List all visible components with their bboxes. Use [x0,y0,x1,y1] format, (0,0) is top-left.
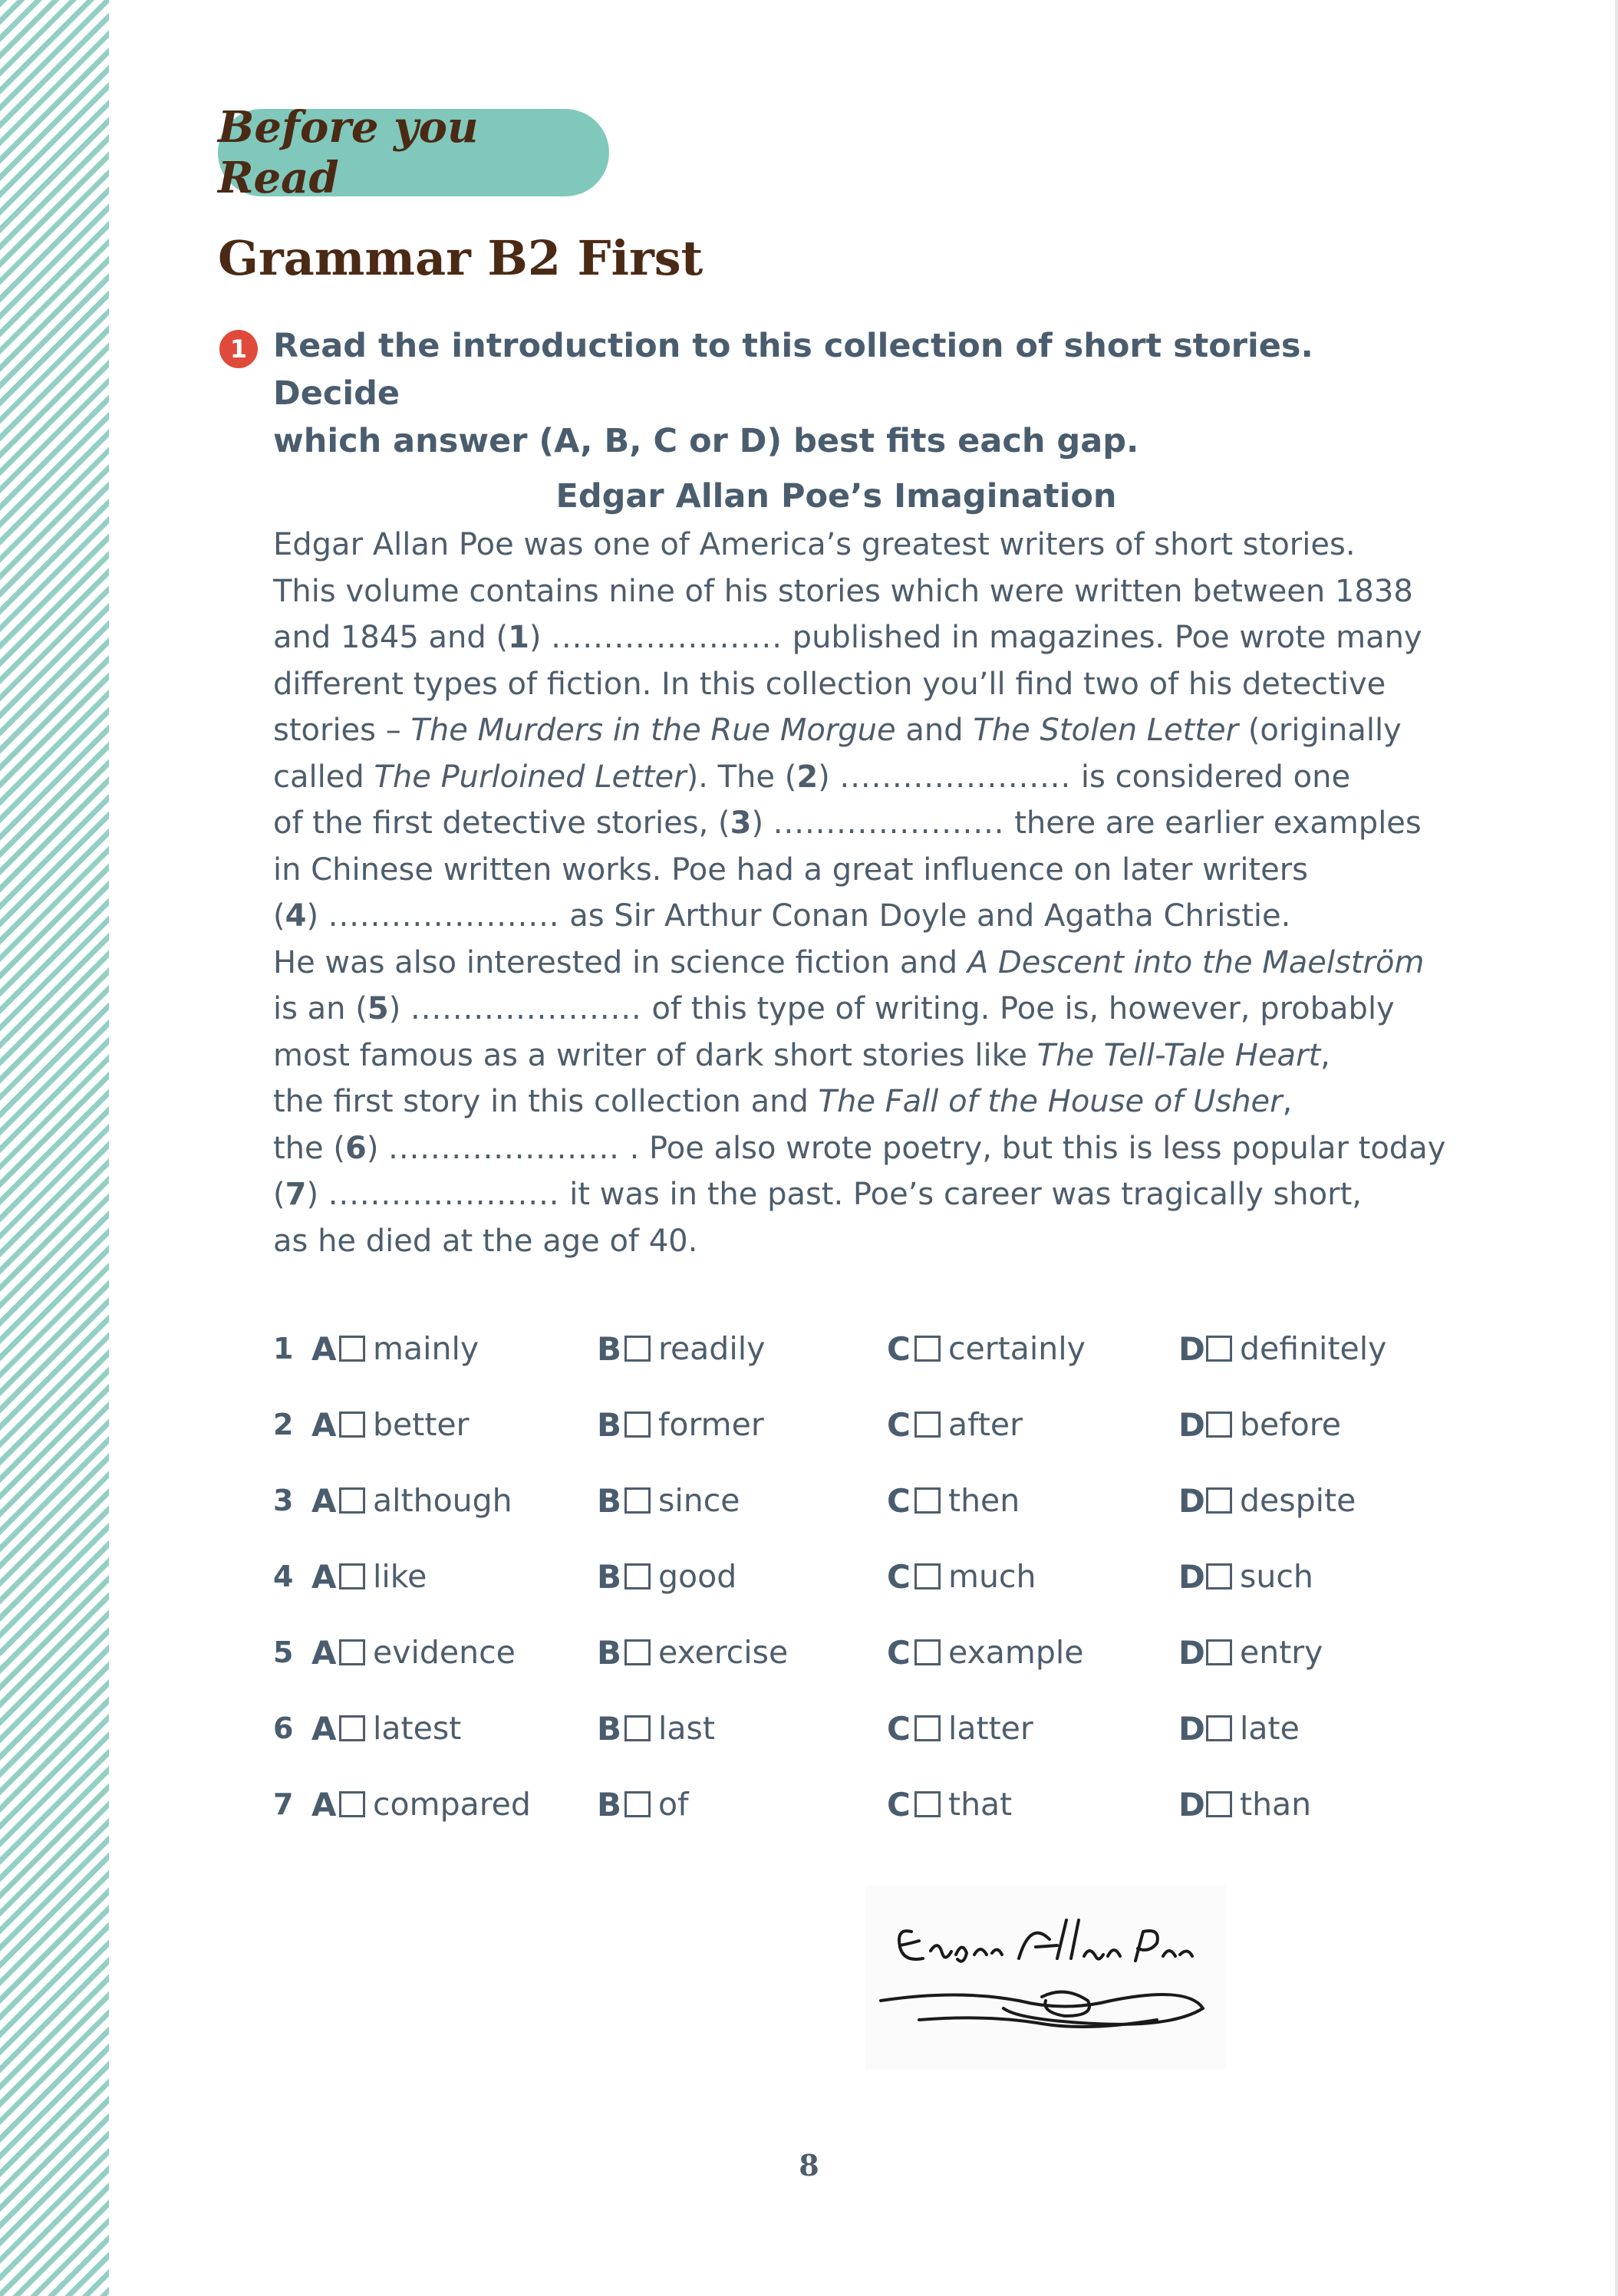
question-number: 4 [273,1560,294,1593]
gap-blank: ...................... [551,620,783,655]
option-a[interactable]: A evidence [311,1633,516,1672]
question-row [273,1479,1424,1555]
question-row [273,1783,1424,1859]
gap-blank: ...................... [328,898,560,934]
option-a[interactable]: A mainly [311,1329,479,1368]
answer-checkbox[interactable] [914,1639,941,1665]
passage-line: the (6) ...................... . Poe also wrote poetry, but this is less popular today [273,1130,1446,1166]
option-b[interactable]: B since [597,1481,740,1520]
option-b[interactable]: B readily [597,1329,766,1368]
option-b[interactable]: B exercise [597,1633,789,1672]
option-c[interactable]: C then [887,1481,1020,1520]
option-a[interactable]: A although [311,1481,512,1520]
answer-checkbox[interactable] [339,1563,365,1589]
decorative-stripe-band [0,0,109,2296]
passage-line: in Chinese written works. Poe had a great influence on later writers [273,852,1309,888]
exercise-number-badge: 1 [219,330,258,368]
story-title: A Descent into the Maelström [967,944,1425,980]
option-b[interactable]: B last [597,1709,715,1748]
answer-checkbox[interactable] [339,1487,365,1514]
answer-checkbox[interactable] [339,1412,365,1438]
answer-checkbox[interactable] [914,1715,941,1741]
answer-checkbox[interactable] [624,1791,651,1817]
gap-number: 3 [730,805,752,841]
passage-line: Edgar Allan Poe was one of America’s greatest writers of short stories. [273,527,1356,562]
option-c[interactable]: C that [887,1785,1013,1823]
question-row [273,1707,1424,1783]
story-title: The Fall of the House of Usher [818,1084,1283,1119]
section-label: Before you Read [218,102,479,203]
answer-checkbox[interactable] [914,1563,941,1589]
passage-line: most famous as a writer of dark short stories like The Tell-Tale Heart, [273,1037,1330,1073]
gap-number: 2 [796,759,819,795]
instruction-line: which answer (A, B, C or D) best fits each gap. [273,422,1139,460]
answer-checkbox[interactable] [339,1336,365,1362]
answer-checkbox[interactable] [914,1487,941,1514]
passage-title: Edgar Allan Poe’s Imagination [555,477,1117,516]
answer-checkbox[interactable] [339,1715,365,1741]
signature-drawing [865,1886,1226,2070]
answer-checkbox[interactable] [624,1639,651,1665]
passage-line: He was also interested in science fiction and A Descent into the Maelström [273,944,1425,980]
option-c[interactable]: C much [887,1557,1036,1596]
gap-number: 6 [344,1130,367,1166]
option-a[interactable]: A compared [311,1785,531,1823]
question-number: 3 [273,1484,294,1517]
passage-line: (7) ...................... it was in the past. Poe’s career was tragically short, [273,1177,1362,1212]
option-a[interactable]: A like [311,1557,427,1596]
option-c[interactable]: C after [887,1405,1023,1444]
gap-number: 7 [285,1177,307,1212]
answer-checkbox[interactable] [624,1336,651,1362]
answer-options [273,1327,1424,1859]
story-title: The Purloined Letter [374,759,687,795]
passage-line: the first story in this collection and The Fall of the House of Usher, [273,1084,1293,1119]
story-title: The Tell-Tale Heart [1036,1037,1321,1073]
option-d[interactable]: D entry [1178,1633,1323,1672]
story-title: The Stolen Letter [973,713,1239,748]
passage-line: This volume contains nine of his stories which were written between 1838 [273,573,1413,609]
passage-text [273,522,1446,1264]
passage-line: (4) ...................... as Sir Arthur Conan Doyle and Agatha Christie. [273,898,1291,934]
question-row [273,1631,1424,1707]
answer-checkbox[interactable] [624,1715,651,1741]
answer-checkbox[interactable] [914,1412,941,1438]
answer-checkbox[interactable] [339,1639,365,1665]
answer-checkbox[interactable] [624,1563,651,1589]
passage-line: is an (5) ...................... of this type of writing. Poe is, however, probably [273,991,1395,1026]
option-b[interactable]: B of [597,1785,689,1823]
answer-checkbox[interactable] [914,1336,941,1362]
page-number: 8 [799,2148,819,2182]
option-d[interactable]: D late [1178,1709,1300,1748]
passage-line: stories – The Murders in the Rue Morgue and The Stolen Letter (originally [273,713,1402,748]
question-number: 2 [273,1408,294,1441]
option-c[interactable]: C certainly [887,1329,1086,1368]
gap-number: 5 [367,991,389,1026]
option-c[interactable]: C latter [887,1709,1033,1748]
answer-checkbox[interactable] [1206,1639,1232,1665]
option-d[interactable]: D such [1178,1557,1313,1596]
option-d[interactable]: D before [1178,1405,1341,1444]
option-a[interactable]: A better [311,1405,470,1444]
gap-blank: ...................... [773,805,1005,841]
passage-line: and 1845 and (1) ...................... published in magazines. Poe wrote many [273,620,1422,655]
answer-checkbox[interactable] [624,1487,651,1514]
gap-blank: ...................... [328,1177,560,1212]
page-edge [1615,0,1618,2296]
story-title: The Murders in the Rue Morgue [410,713,896,748]
question-number: 1 [273,1332,294,1365]
answer-checkbox[interactable] [1206,1563,1232,1589]
option-d[interactable]: D despite [1178,1481,1356,1520]
gap-number: 1 [508,620,529,655]
gap-blank: ...................... [839,759,1072,795]
question-number: 5 [273,1636,294,1669]
answer-checkbox[interactable] [1206,1412,1232,1438]
question-row [273,1403,1424,1479]
question-row [273,1327,1424,1403]
answer-checkbox[interactable] [624,1412,651,1438]
passage-line: as he died at the age of 40. [273,1223,698,1259]
question-row [273,1555,1424,1631]
gap-number: 4 [285,898,307,934]
answer-checkbox[interactable] [1206,1487,1232,1514]
question-number: 7 [273,1787,294,1821]
question-number: 6 [273,1711,294,1745]
answer-checkbox[interactable] [339,1791,365,1817]
answer-checkbox[interactable] [1206,1791,1232,1817]
instruction-line: Read the introduction to this collection of short stories. Decide [273,327,1313,413]
option-b[interactable]: B former [597,1405,764,1444]
gap-blank: ...................... [410,991,642,1026]
option-b[interactable]: B good [597,1557,737,1596]
answer-checkbox[interactable] [1206,1715,1232,1741]
gap-blank: ...................... [388,1130,620,1166]
exercise-instruction [273,322,1424,465]
passage-line: different types of fiction. In this collection you’ll find two of his detective [273,666,1386,702]
passage-line: of the first detective stories, (3) ...................... there are earlier examples [273,805,1422,841]
passage-line: called The Purloined Letter). The (2) ...................... is considered one [273,759,1351,795]
answer-checkbox[interactable] [1206,1336,1232,1362]
page-heading: Grammar B2 First [218,230,704,286]
answer-checkbox[interactable] [914,1791,941,1817]
section-label-pill [218,102,609,203]
option-c[interactable]: C example [887,1633,1084,1672]
option-a[interactable]: A latest [311,1709,462,1748]
option-d[interactable]: D than [1178,1785,1312,1823]
option-d[interactable]: D definitely [1178,1329,1387,1368]
poe-signature-image [865,1886,1226,2070]
